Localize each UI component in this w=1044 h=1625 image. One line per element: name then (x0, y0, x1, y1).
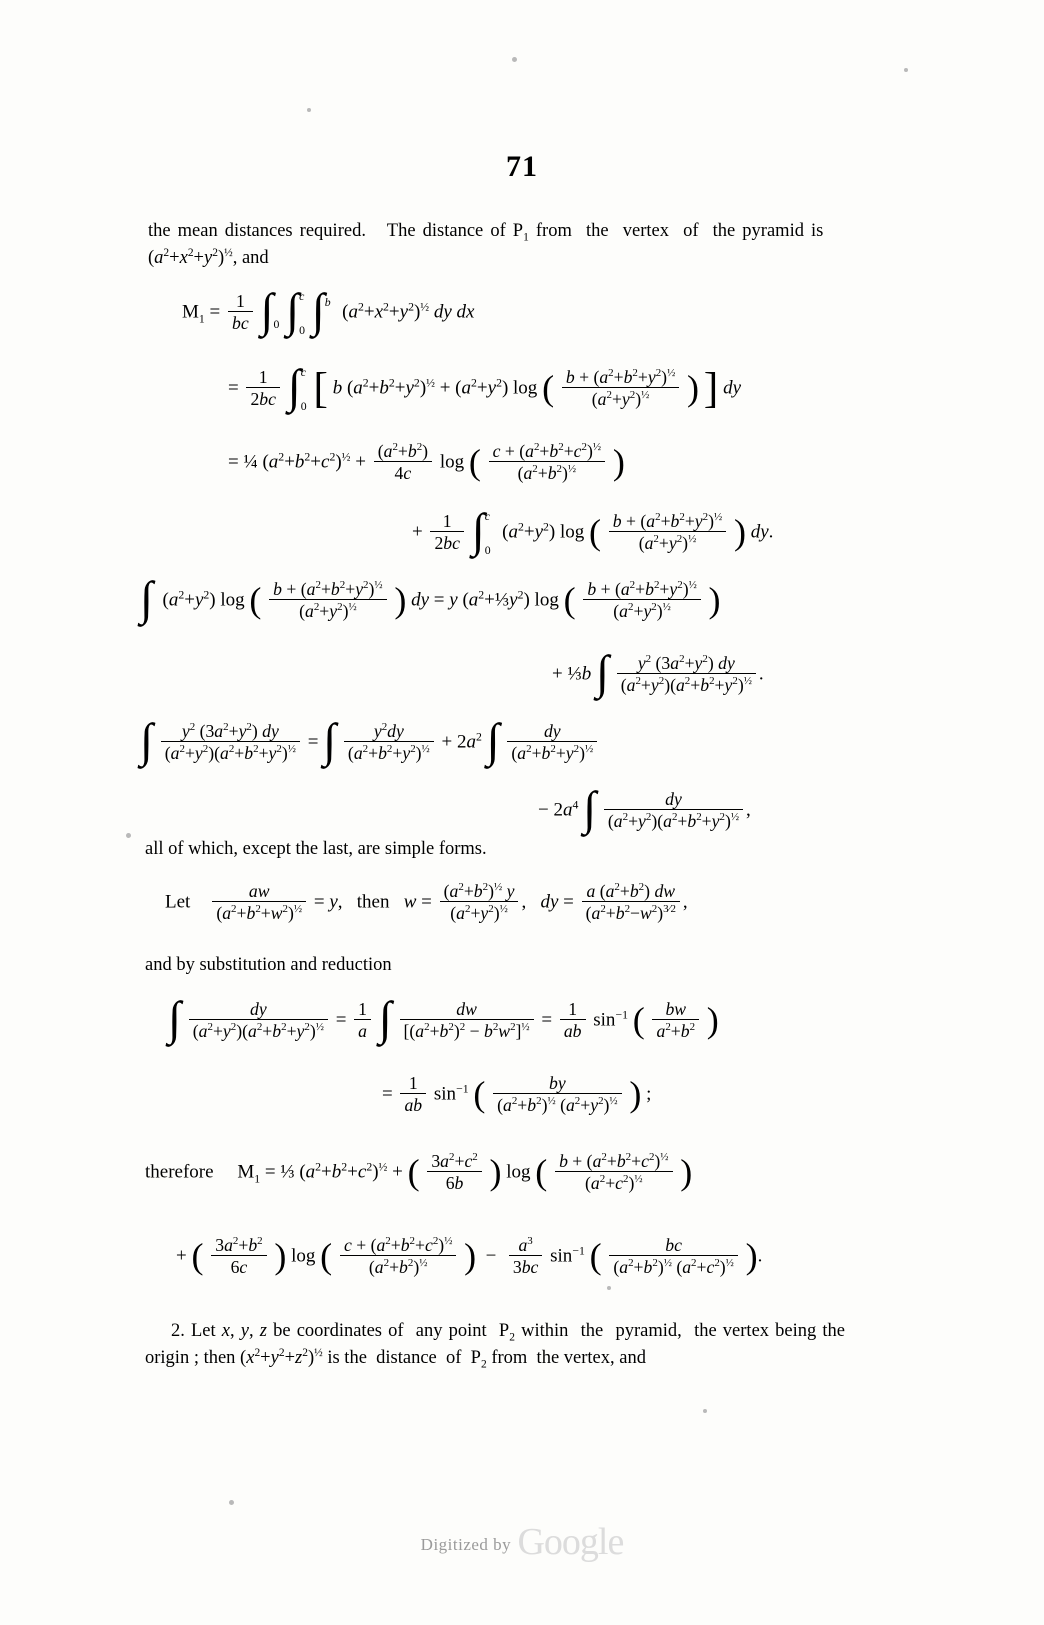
equation-6: + ⅓b ∫ $\frac{y^2 (3a^2+y^2) dy}{(a^2+y^2)(a^2+b^2+y^2)^{\frac{1}{2}}}$ . (552, 647, 764, 700)
scan-speck (703, 1409, 707, 1413)
label-then: then (356, 891, 390, 913)
equation-13: = $\frac{1}{ab}$ $\sin^{-1}$ ( $\frac{by}{(a^2+b^2)^{\frac{1}{2}} (a^2+y^2)^{\frac{1}{2}}}$ ) ; (382, 1073, 652, 1116)
equation-14: therefore $M_1$ = ⅓ $(a^2+b^2+c^2)^{\frac{1}{2}}$ + ( $\frac{3a^2+c^2}{6b}$ ) log ( $\frac{b + (a^2+b^2+c^2)^{\frac{1}{2}}}{(a^2+c^2)^{\frac{1}{2}}}$ ) (145, 1151, 693, 1194)
label-therefore: therefore (145, 1161, 214, 1183)
equation-let: Let $\frac{aw}{(a^2+b^2+w^2)^{\frac{1}{2}}}$ = y, then w = $\frac{(a^2+b^2)^{\frac{1}{2}} y}{(a^2+y^2)^{\frac{1}{2}}}$ , dy = $\frac{a (a^2+b^2) dw}{(a^2+b^2-w^2)^{3⁄2}}$ , (165, 881, 688, 924)
digitized-by-label: Digitized by (420, 1535, 512, 1554)
scan-speck (307, 108, 311, 112)
page-number: 71 (506, 150, 538, 183)
label-let: Let (165, 891, 191, 913)
equation-7: ∫ $\frac{y^2 (3a^2+y^2) dy}{(a^2+y^2)(a^2+b^2+y^2)^{\frac{1}{2}}}$ = ∫ $\frac{y^2dy}{(a^2+b^2+y^2)^{\frac{1}{2}}}$ + $2a^2$ ∫ $\frac{dy}{(a^2+b^2+y^2)^{\frac{1}{2}}}$ (140, 722, 600, 765)
scan-speck (512, 57, 517, 62)
google-logo-text: Google (517, 1521, 624, 1563)
equation-5: ∫ $(a^2+y^2)$ log ( $\frac{b + (a^2+b^2+y^2)^{\frac{1}{2}}}{(a^2+y^2)^{\frac{1}{2}}}$ ) dy = y $(a^2+\frac{1}{3}y^2)$ log ( $\frac{b + (a^2+b^2+y^2)^{\frac{1}{2}}}{(a^2+y^2)^{\frac{1}{2}}}$ ) (140, 573, 721, 626)
equation-4: + $\frac{1}{2bc}$ ∫ c 0 $(a^2+y^2)$ log ( $\frac{b + (a^2+b^2+y^2)^{\frac{1}{2}}}{(a^2+y^2)^{\frac{1}{2}}}$ ) dy. (412, 505, 774, 558)
paragraph-item2: 2. Let x, y, z be coordinates of any point $P_2$ within the pyramid, the vertex being the origin ; then $(x^2+y^2+z^2)^{\frac{1}{2}}$ is the distance of $P_2$ from the vertex, and (145, 1321, 846, 1371)
equation-15: + ( $\frac{3a^2+b^2}{6c}$ ) log ( $\frac{c + (a^2+b^2+c^2)^{\frac{1}{2}}}{(a^2+b^2)^{\frac{1}{2}}}$ ) − $\frac{a^3}{3bc}$ $\sin^{-1}$ ( $\frac{bc}{(a^2+b^2)^{\frac{1}{2}} (a^2+c^2)^{\frac{1}{2}}}$ ). (176, 1235, 763, 1278)
equation-12: ∫ $\frac{dy}{(a^2+y^2)(a^2+b^2+y^2)^{\frac{1}{2}}}$ = $\frac{1}{a}$ ∫ $\frac{dw}{[(a^2+b^2)^2 - b^2w^2]^{\frac{1}{2}}}$ = $\frac{1}{ab}$ $\sin^{-1}$ ( $\frac{bw}{a^2+b^2}$ ) (168, 993, 719, 1046)
scan-speck (904, 68, 908, 72)
paragraph-all-forms: all of which, except the last, are simple forms. (145, 839, 487, 859)
paragraph-intro: the mean distances required. The distance of $P_1$ from the vertex of the pyramid is $(a^2+x^2+y^2)^{\frac{1}{2}}$, and (148, 221, 828, 268)
paragraph-substitution: and by substitution and reduction (145, 955, 392, 975)
scan-speck (126, 833, 131, 838)
scan-speck (607, 1286, 611, 1290)
equation-8: − $2a^4$ ∫ $\frac{dy}{(a^2+y^2)(a^2+b^2+y^2)^{\frac{1}{2}}}$ , (538, 783, 751, 836)
scan-speck (229, 1500, 234, 1505)
footer-watermark (0, 1520, 1044, 1564)
equation-2: = $\frac{1}{2bc}$ ∫ c 0 [ b $(a^2+b^2+y^2)^{\frac{1}{2}} + (a^2+y^2)$ log ( $\frac{b + (a^2+b^2+y^2)^{\frac{1}{2}}}{(a^2+y^2)^{\frac{1}{2}}}$ ) ] dy (228, 361, 742, 414)
equation-1: $M_1$ = $\frac{1}{bc}$ ∫ 0 ∫ c 0 ∫ b $(a^2+x^2+y^2)^{\frac{1}{2}}$ dy dx (182, 285, 475, 338)
equation-3: = ¼ $(a^2+b^2+c^2)^{\frac{1}{2}}$ + $\frac{(a^2+b^2)}{4c}$ log ( $\frac{c + (a^2+b^2+c^2)^{\frac{1}{2}}}{(a^2+b^2)^{\frac{1}{2}}}$ ) (228, 441, 625, 484)
